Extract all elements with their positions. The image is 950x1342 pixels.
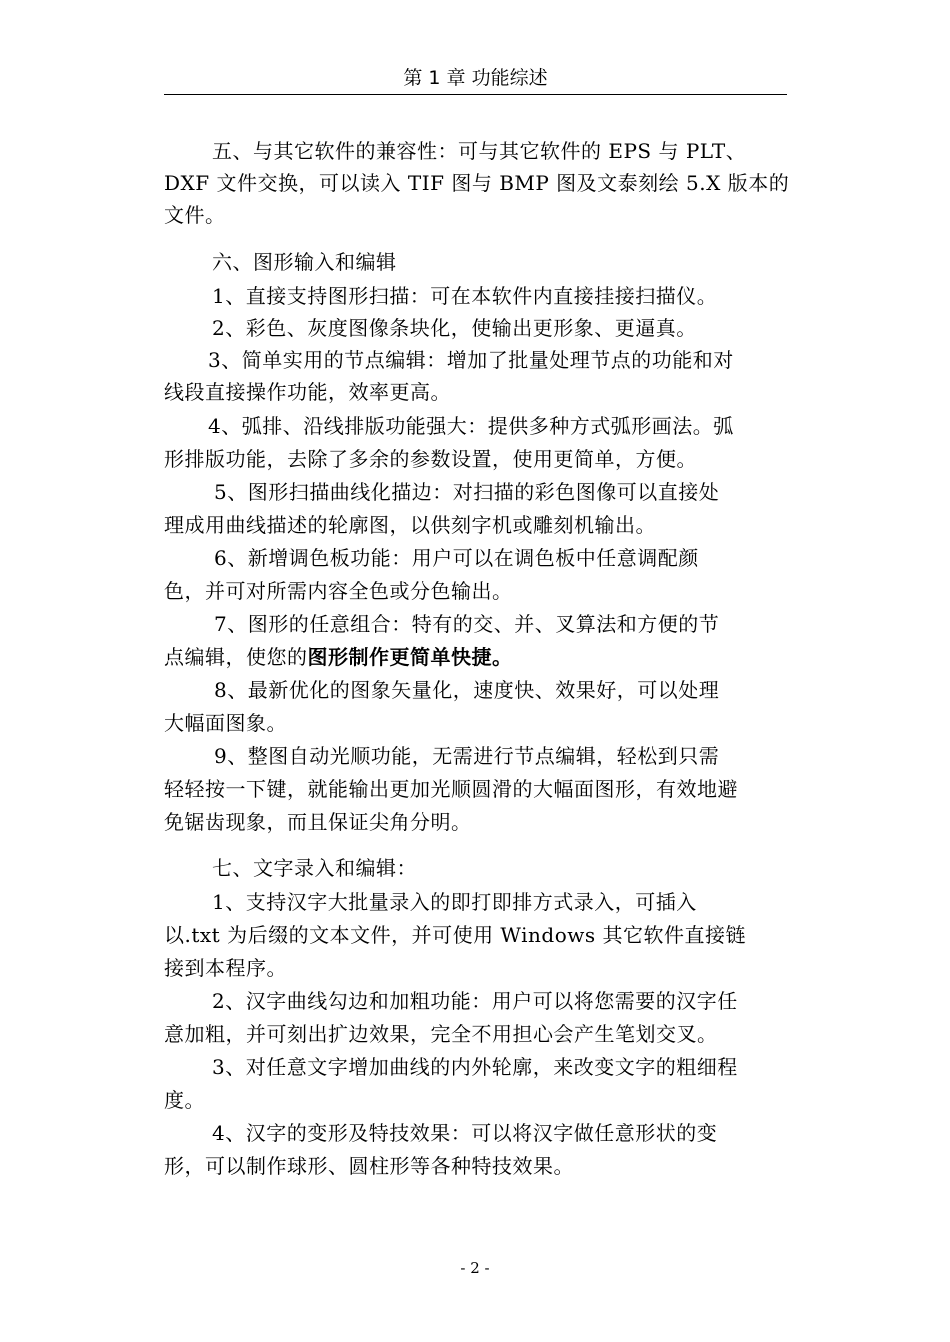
- body-line: 形，可以制作球形、圆柱形等各种特技效果。: [164, 1154, 574, 1178]
- body-line: 接到本程序。: [164, 956, 287, 980]
- body-line: 轻轻按一下键，就能输出更加光顺圆滑的大幅面图形，有效地避: [164, 777, 738, 801]
- body-line: 意加粗，并可刻出扩边效果，完全不用担心会产生笔划交叉。: [164, 1022, 718, 1046]
- body-line: 文件。: [164, 203, 226, 227]
- body-line: 1、支持汉字大批量录入的即打即排方式录入，可插入: [212, 890, 697, 914]
- body-line: 6、新增调色板功能：用户可以在调色板中任意调配颜: [214, 546, 699, 570]
- body-line: 五、与其它软件的兼容性：可与其它软件的 EPS 与 PLT、: [212, 139, 747, 163]
- section-heading: 七、文字录入和编辑：: [212, 856, 417, 880]
- body-line: 2、彩色、灰度图像条块化，使输出更形象、更逼真。: [212, 316, 697, 340]
- body-line-text: 点编辑，使您的: [164, 645, 308, 669]
- body-line: 度。: [164, 1088, 205, 1112]
- body-line: 3、对任意文字增加曲线的内外轮廓，来改变文字的粗细程: [212, 1055, 738, 1079]
- body-line: 3、简单实用的节点编辑：增加了批量处理节点的功能和对: [208, 348, 734, 372]
- body-line: DXF 文件交换，可以读入 TIF 图与 BMP 图及文泰刻绘 5.X 版本的: [164, 171, 790, 195]
- body-line: 免锯齿现象，而且保证尖角分明。: [164, 810, 472, 834]
- body-line: [164, 644, 513, 670]
- body-line: 形排版功能，去除了多余的参数设置，使用更简单，方便。: [164, 447, 697, 471]
- page-header-title: 第 1 章 功能综述: [403, 67, 548, 89]
- section-heading: 六、图形输入和编辑: [212, 250, 397, 274]
- body-line: 色，并可对所需内容全色或分色输出。: [164, 579, 513, 603]
- body-line: 4、弧排、沿线排版功能强大：提供多种方式弧形画法。弧: [208, 414, 734, 438]
- body-line: 理成用曲线描述的轮廓图，以供刻字机或雕刻机输出。: [164, 513, 656, 537]
- body-line: 大幅面图象。: [164, 711, 287, 735]
- body-line: 线段直接操作功能，效率更高。: [164, 380, 451, 404]
- body-line: 9、整图自动光顺功能，无需进行节点编辑，轻松到只需: [214, 744, 720, 768]
- header-divider: [164, 94, 787, 95]
- body-line: 5、图形扫描曲线化描边：对扫描的彩色图像可以直接处: [214, 480, 720, 504]
- body-line: 以.txt 为后缀的文本文件，并可使用 Windows 其它软件直接链: [164, 923, 746, 947]
- page-number: - 2 -: [460, 1259, 490, 1277]
- body-line: 2、汉字曲线勾边和加粗功能：用户可以将您需要的汉字任: [212, 989, 738, 1013]
- body-line: 1、直接支持图形扫描：可在本软件内直接挂接扫描仪。: [212, 284, 718, 308]
- bold-emphasis-text: 图形制作更简单快捷。: [307, 645, 513, 669]
- body-line: 4、汉字的变形及特技效果：可以将汉字做任意形状的变: [212, 1121, 718, 1145]
- body-line: 8、最新优化的图象矢量化，速度快、效果好，可以处理: [214, 678, 720, 702]
- body-line: 7、图形的任意组合：特有的交、并、叉算法和方便的节: [214, 612, 720, 636]
